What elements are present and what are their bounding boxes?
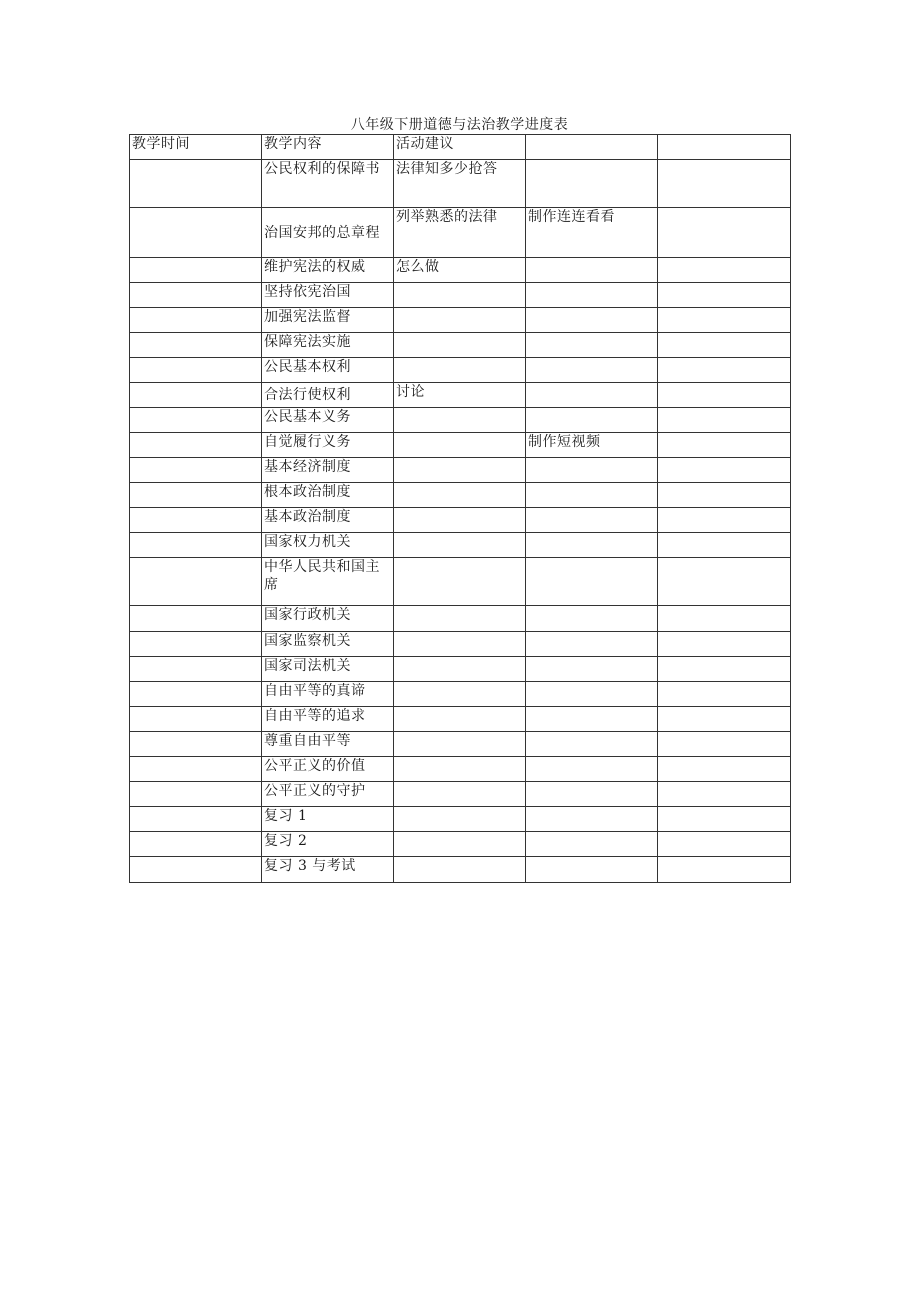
cell-activity [394,857,526,883]
header-cell-time: 教学时间 [130,135,262,160]
cell-note [658,408,791,433]
table-row [130,732,791,757]
cell-extra [526,657,658,682]
cell-extra [526,732,658,757]
cell-activity [394,757,526,782]
cell-content: 复习 3 与考试 [262,857,394,883]
cell-content: 基本经济制度 [262,458,394,483]
cell-extra [526,558,658,606]
cell-note [658,208,791,258]
cell-note [658,433,791,458]
cell-time [130,782,262,807]
cell-note [658,283,791,308]
cell-content: 公平正义的守护 [262,782,394,807]
cell-content: 治国安邦的总章程 [262,208,394,258]
cell-note [658,807,791,832]
cell-activity [394,533,526,558]
cell-extra [526,283,658,308]
cell-note [658,533,791,558]
cell-note [658,483,791,508]
cell-time [130,682,262,707]
table-row [130,533,791,558]
cell-extra [526,807,658,832]
cell-note [658,358,791,383]
cell-content: 国家权力机关 [262,533,394,558]
cell-time [130,408,262,433]
cell-extra [526,533,658,558]
cell-content: 自觉履行义务 [262,433,394,458]
cell-time [130,606,262,632]
cell-content: 基本政治制度 [262,508,394,533]
cell-time [130,657,262,682]
cell-extra [526,508,658,533]
cell-content: 国家司法机关 [262,657,394,682]
cell-activity [394,657,526,682]
cell-time [130,383,262,408]
cell-activity [394,358,526,383]
cell-note [658,682,791,707]
cell-content: 保障宪法实施 [262,333,394,358]
cell-extra [526,160,658,208]
table-row [130,333,791,358]
cell-content: 公民基本义务 [262,408,394,433]
cell-content: 复习 1 [262,807,394,832]
cell-content: 加强宪法监督 [262,308,394,333]
document-title: 八年级下册道德与法治教学进度表 [350,117,569,133]
cell-note [658,558,791,606]
cell-content: 复习 2 [262,832,394,857]
table-row [130,606,791,632]
table-row [130,508,791,533]
cell-extra [526,358,658,383]
cell-extra: 制作连连看看 [526,208,658,258]
cell-note [658,258,791,283]
cell-note [658,383,791,408]
cell-time [130,707,262,732]
cell-note [658,632,791,657]
table-row [130,160,791,208]
cell-time [130,508,262,533]
table-row [130,757,791,782]
cell-note [658,832,791,857]
cell-note [658,333,791,358]
table-row [130,308,791,333]
cell-time [130,632,262,657]
table-row [130,632,791,657]
table-row [130,558,791,606]
table-row [130,258,791,283]
table-row [130,208,791,258]
cell-note [658,707,791,732]
cell-extra [526,857,658,883]
table-row [130,483,791,508]
cell-content: 尊重自由平等 [262,732,394,757]
cell-activity [394,707,526,732]
cell-extra [526,458,658,483]
cell-time [130,807,262,832]
teaching-schedule-table [129,134,791,883]
cell-content: 中华人民共和国主席 [262,558,394,606]
cell-time [130,433,262,458]
cell-activity [394,632,526,657]
table-row [130,682,791,707]
cell-extra [526,408,658,433]
header-cell-activity: 活动建议 [394,135,526,160]
cell-activity [394,458,526,483]
cell-content: 自由平等的真谛 [262,682,394,707]
table-row [130,408,791,433]
table-row [130,358,791,383]
cell-activity [394,508,526,533]
header-cell-content: 教学内容 [262,135,394,160]
table-header-row [130,135,791,160]
cell-content: 坚持依宪治国 [262,283,394,308]
cell-time [130,832,262,857]
table-row [130,458,791,483]
cell-activity [394,333,526,358]
cell-content: 自由平等的追求 [262,707,394,732]
cell-content: 公平正义的价值 [262,757,394,782]
cell-content: 根本政治制度 [262,483,394,508]
cell-time [130,333,262,358]
cell-note [658,857,791,883]
cell-extra [526,383,658,408]
cell-note [658,732,791,757]
cell-time [130,533,262,558]
table-row [130,657,791,682]
table-row [130,433,791,458]
cell-time [130,208,262,258]
cell-time [130,308,262,333]
cell-activity [394,483,526,508]
cell-extra [526,757,658,782]
table-body [130,135,791,883]
cell-time [130,160,262,208]
cell-content: 公民权利的保障书 [262,160,394,208]
header-cell-extra [526,135,658,160]
cell-activity: 法律知多少抢答 [394,160,526,208]
cell-extra [526,333,658,358]
cell-time [130,857,262,883]
cell-extra [526,258,658,283]
cell-activity [394,682,526,707]
cell-activity [394,408,526,433]
cell-content: 公民基本权利 [262,358,394,383]
cell-content: 国家监察机关 [262,632,394,657]
cell-activity [394,558,526,606]
cell-activity [394,308,526,333]
cell-content: 合法行使权利 [262,383,394,408]
table-row [130,782,791,807]
cell-activity: 讨论 [394,383,526,408]
cell-time [130,258,262,283]
cell-note [658,606,791,632]
table-row [130,857,791,883]
table-row [130,807,791,832]
table-row [130,383,791,408]
cell-extra [526,606,658,632]
cell-time [130,358,262,383]
cell-note [658,657,791,682]
table-row [130,283,791,308]
cell-activity [394,283,526,308]
table-row [130,707,791,732]
cell-note [658,160,791,208]
cell-extra [526,682,658,707]
cell-note [658,782,791,807]
cell-extra [526,308,658,333]
cell-time [130,483,262,508]
cell-content: 国家行政机关 [262,606,394,632]
cell-content: 维护宪法的权威 [262,258,394,283]
cell-extra [526,632,658,657]
cell-note [658,508,791,533]
cell-time [130,458,262,483]
cell-activity [394,606,526,632]
cell-time [130,732,262,757]
cell-extra [526,707,658,732]
header-cell-note [658,135,791,160]
cell-time [130,558,262,606]
cell-extra [526,782,658,807]
cell-activity: 列举熟悉的法律 [394,208,526,258]
cell-note [658,458,791,483]
cell-activity: 怎么做 [394,258,526,283]
cell-extra [526,483,658,508]
cell-activity [394,732,526,757]
cell-extra: 制作短视频 [526,433,658,458]
cell-note [658,308,791,333]
cell-activity [394,807,526,832]
cell-time [130,757,262,782]
cell-activity [394,782,526,807]
table-row [130,832,791,857]
cell-activity [394,832,526,857]
cell-activity [394,433,526,458]
cell-time [130,283,262,308]
cell-extra [526,832,658,857]
cell-note [658,757,791,782]
